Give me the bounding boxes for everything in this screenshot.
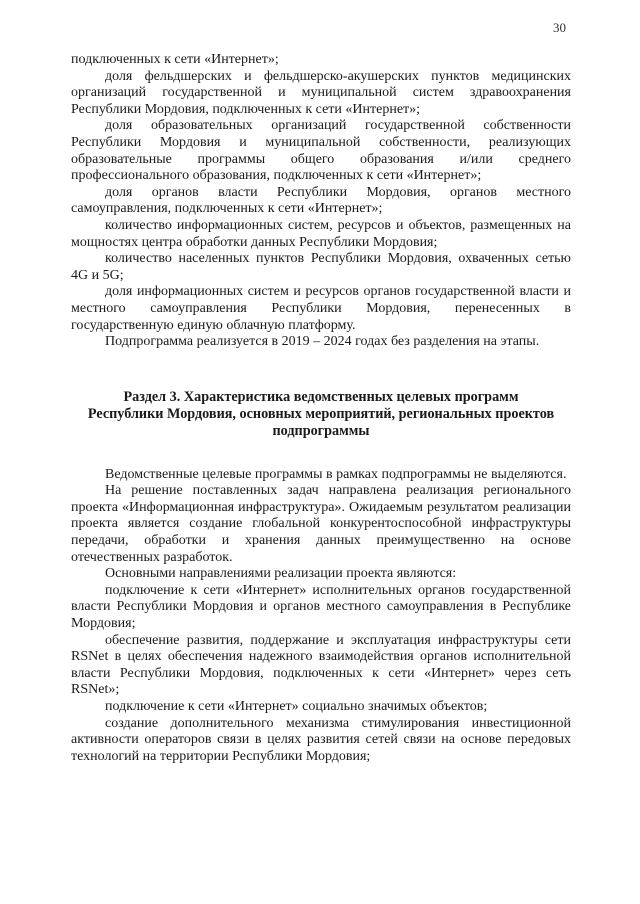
paragraph: количество информационных систем, ресурсов и объектов, размещенных на мощностях центра обработки данных Республики Мордовия;: [71, 217, 571, 250]
paragraph: Подпрограмма реализуется в 2019 – 2024 годах без разделения на этапы.: [105, 334, 540, 350]
section-heading-line: Республики Мордовия, основных мероприятий, региональных проектов: [87, 405, 555, 422]
paragraph: На решение поставленных задач направлена реализация регионального проекта «Информационная инфраструктура». Ожидаемым результатом реализации проекта является создание глобальной конкурентоспособной инфраструктуры передачи, обработки и хранения данных преимущественно на основе отечественных разработок.: [71, 483, 571, 565]
paragraph: доля органов власти Республики Мордовия, органов местного самоуправления, подключенных к сети «Интернет»;: [71, 184, 571, 217]
section-heading-line: Раздел 3. Характеристика ведомственных целевых программ: [123, 388, 519, 405]
paragraph: доля образовательных организаций государственной собственности Республики Мордовия и муниципальной собственности, реализующих образовательные программы общего образования и/или среднего профессионального образования, подключенных к сети «Интернет»;: [71, 118, 571, 184]
document-body: [71, 52, 571, 765]
paragraph: доля информационных систем и ресурсов органов государственной власти и местного самоуправления Республики Мордовия, перенесенных в государственную единую облачную платформу.: [71, 284, 571, 333]
paragraph: подключенных к сети «Интернет»;: [71, 52, 279, 67]
section-heading: [71, 389, 571, 440]
paragraph: количество населенных пунктов Республики Мордовия, охваченных сетью 4G и 5G;: [71, 251, 571, 283]
paragraph: доля фельдшерских и фельдшерско-акушерских пунктов медицинских организаций государственной и муниципальной систем здравоохранения Республики Мордовия, подключенных к сети «Интернет»;: [71, 68, 571, 117]
paragraph: создание дополнительного механизма стимулирования инвестиционной активности операторов связи в целях развития сетей связи на основе передовых технологий на территории Республики Мордовия;: [71, 715, 571, 764]
paragraph: Ведомственные целевые программы в рамках подпрограммы не выделяются.: [105, 466, 567, 482]
paragraph: Основными направлениями реализации проекта являются:: [105, 566, 457, 582]
paragraph: подключение к сети «Интернет» исполнительных органов государственной власти Республики Мордовия и органов местного самоуправления в Республике Мордовия;: [71, 582, 571, 632]
page-number: 30: [553, 20, 566, 35]
paragraph: подключение к сети «Интернет» социально значимых объектов;: [105, 699, 488, 714]
section-heading-line: подпрограммы: [272, 422, 370, 439]
paragraph: обеспечение развития, поддержание и эксплуатация инфраструктуры сети RSNet в целях обеспечения надежного взаимодействия органов исполнительной власти Республики Мордовия, подключенных к сети «Интернет» через сеть RSNet»;: [71, 632, 571, 698]
